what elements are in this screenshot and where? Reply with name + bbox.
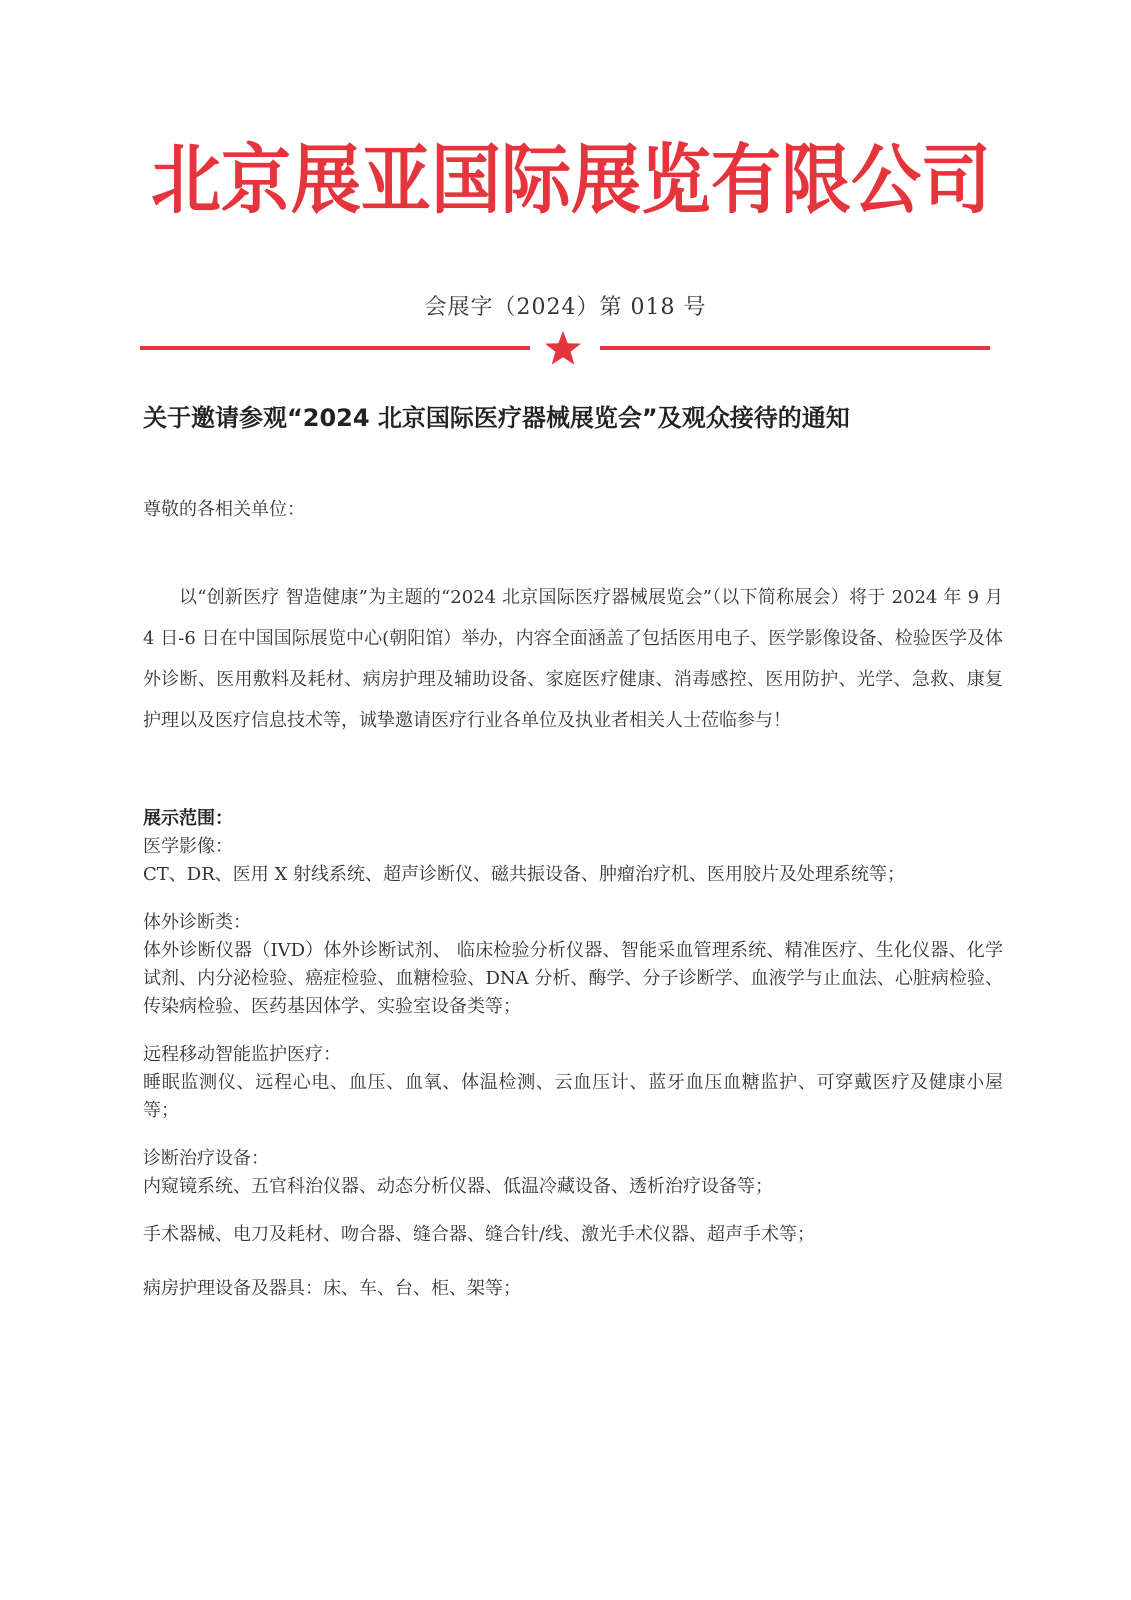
category-items: 内窥镜系统、五官科治仪器、动态分析仪器、低温冷藏设备、透析治疗设备等； bbox=[143, 1176, 773, 1197]
scope-category bbox=[143, 833, 1003, 889]
scope-heading: 展示范围： bbox=[143, 808, 233, 829]
company-letterhead: 北京展亚国际展览有限公司 bbox=[151, 135, 991, 225]
star-icon bbox=[543, 330, 583, 366]
category-items: 体外诊断仪器（IVD）体外诊断试剂、 临床检验分析仪器、智能采血管理系统、精准医疗、生化仪器、化学试剂、内分泌检验、癌症检验、血糖检验、DNA 分析、酶学、分子诊断学、血液学与止血法、心脏病检验、传染病检验、医药基因体学、实验室设备类等； bbox=[143, 940, 1003, 1017]
notice-title: 关于邀请参观“2024 北京国际医疗器械展览会”及观众接待的通知 bbox=[143, 404, 850, 432]
category-name: 体外诊断类： bbox=[143, 912, 251, 933]
scope-category bbox=[143, 1145, 1003, 1201]
exhibit-scope bbox=[143, 805, 1003, 1329]
red-divider-left bbox=[140, 346, 530, 350]
category-name: 诊断治疗设备： bbox=[143, 1148, 269, 1169]
category-items: 睡眠监测仪、远程心电、血压、血氧、体温检测、云血压计、蓝牙血压血糖监护、可穿戴医疗及健康小屋等； bbox=[143, 1072, 1003, 1121]
ward-equipment-line: 病房护理设备及器具：床、车、台、柜、架等； bbox=[143, 1278, 521, 1299]
scope-category bbox=[143, 1041, 1003, 1125]
category-name: 远程移动智能监护医疗： bbox=[143, 1044, 341, 1065]
category-items: CT、DR、医用 X 射线系统、超声诊断仪、磁共振设备、肿瘤治疗机、医用胶片及处理系统等； bbox=[143, 864, 906, 885]
surgical-instruments-line: 手术器械、电刀及耗材、吻合器、缝合器、缝合针/线、激光手术仪器、超声手术等； bbox=[143, 1224, 816, 1245]
category-name: 医学影像： bbox=[143, 836, 233, 857]
intro-paragraph: 以“创新医疗 智造健康”为主题的“2024 北京国际医疗器械展览会”（以下简称展会）将于 2024 年 9 月 4 日-6 日在中国国际展览中心(朝阳馆）举办，内容全面涵盖了包括医用电子、医学影像设备、检验医学及体外诊断、医用敷料及耗材、病房护理及辅助设备、家庭医疗健康、消毒感控、医用防护、光学、急救、康复护理以及医疗信息技术等，诚挚邀请医疗行业各单位及执业者相关人士莅临参与！ bbox=[143, 587, 1003, 731]
red-divider-right bbox=[600, 346, 990, 350]
document-number: 会展字（2024）第 018 号 bbox=[424, 295, 707, 320]
salutation: 尊敬的各相关单位： bbox=[143, 499, 305, 520]
scope-category bbox=[143, 909, 1003, 1021]
